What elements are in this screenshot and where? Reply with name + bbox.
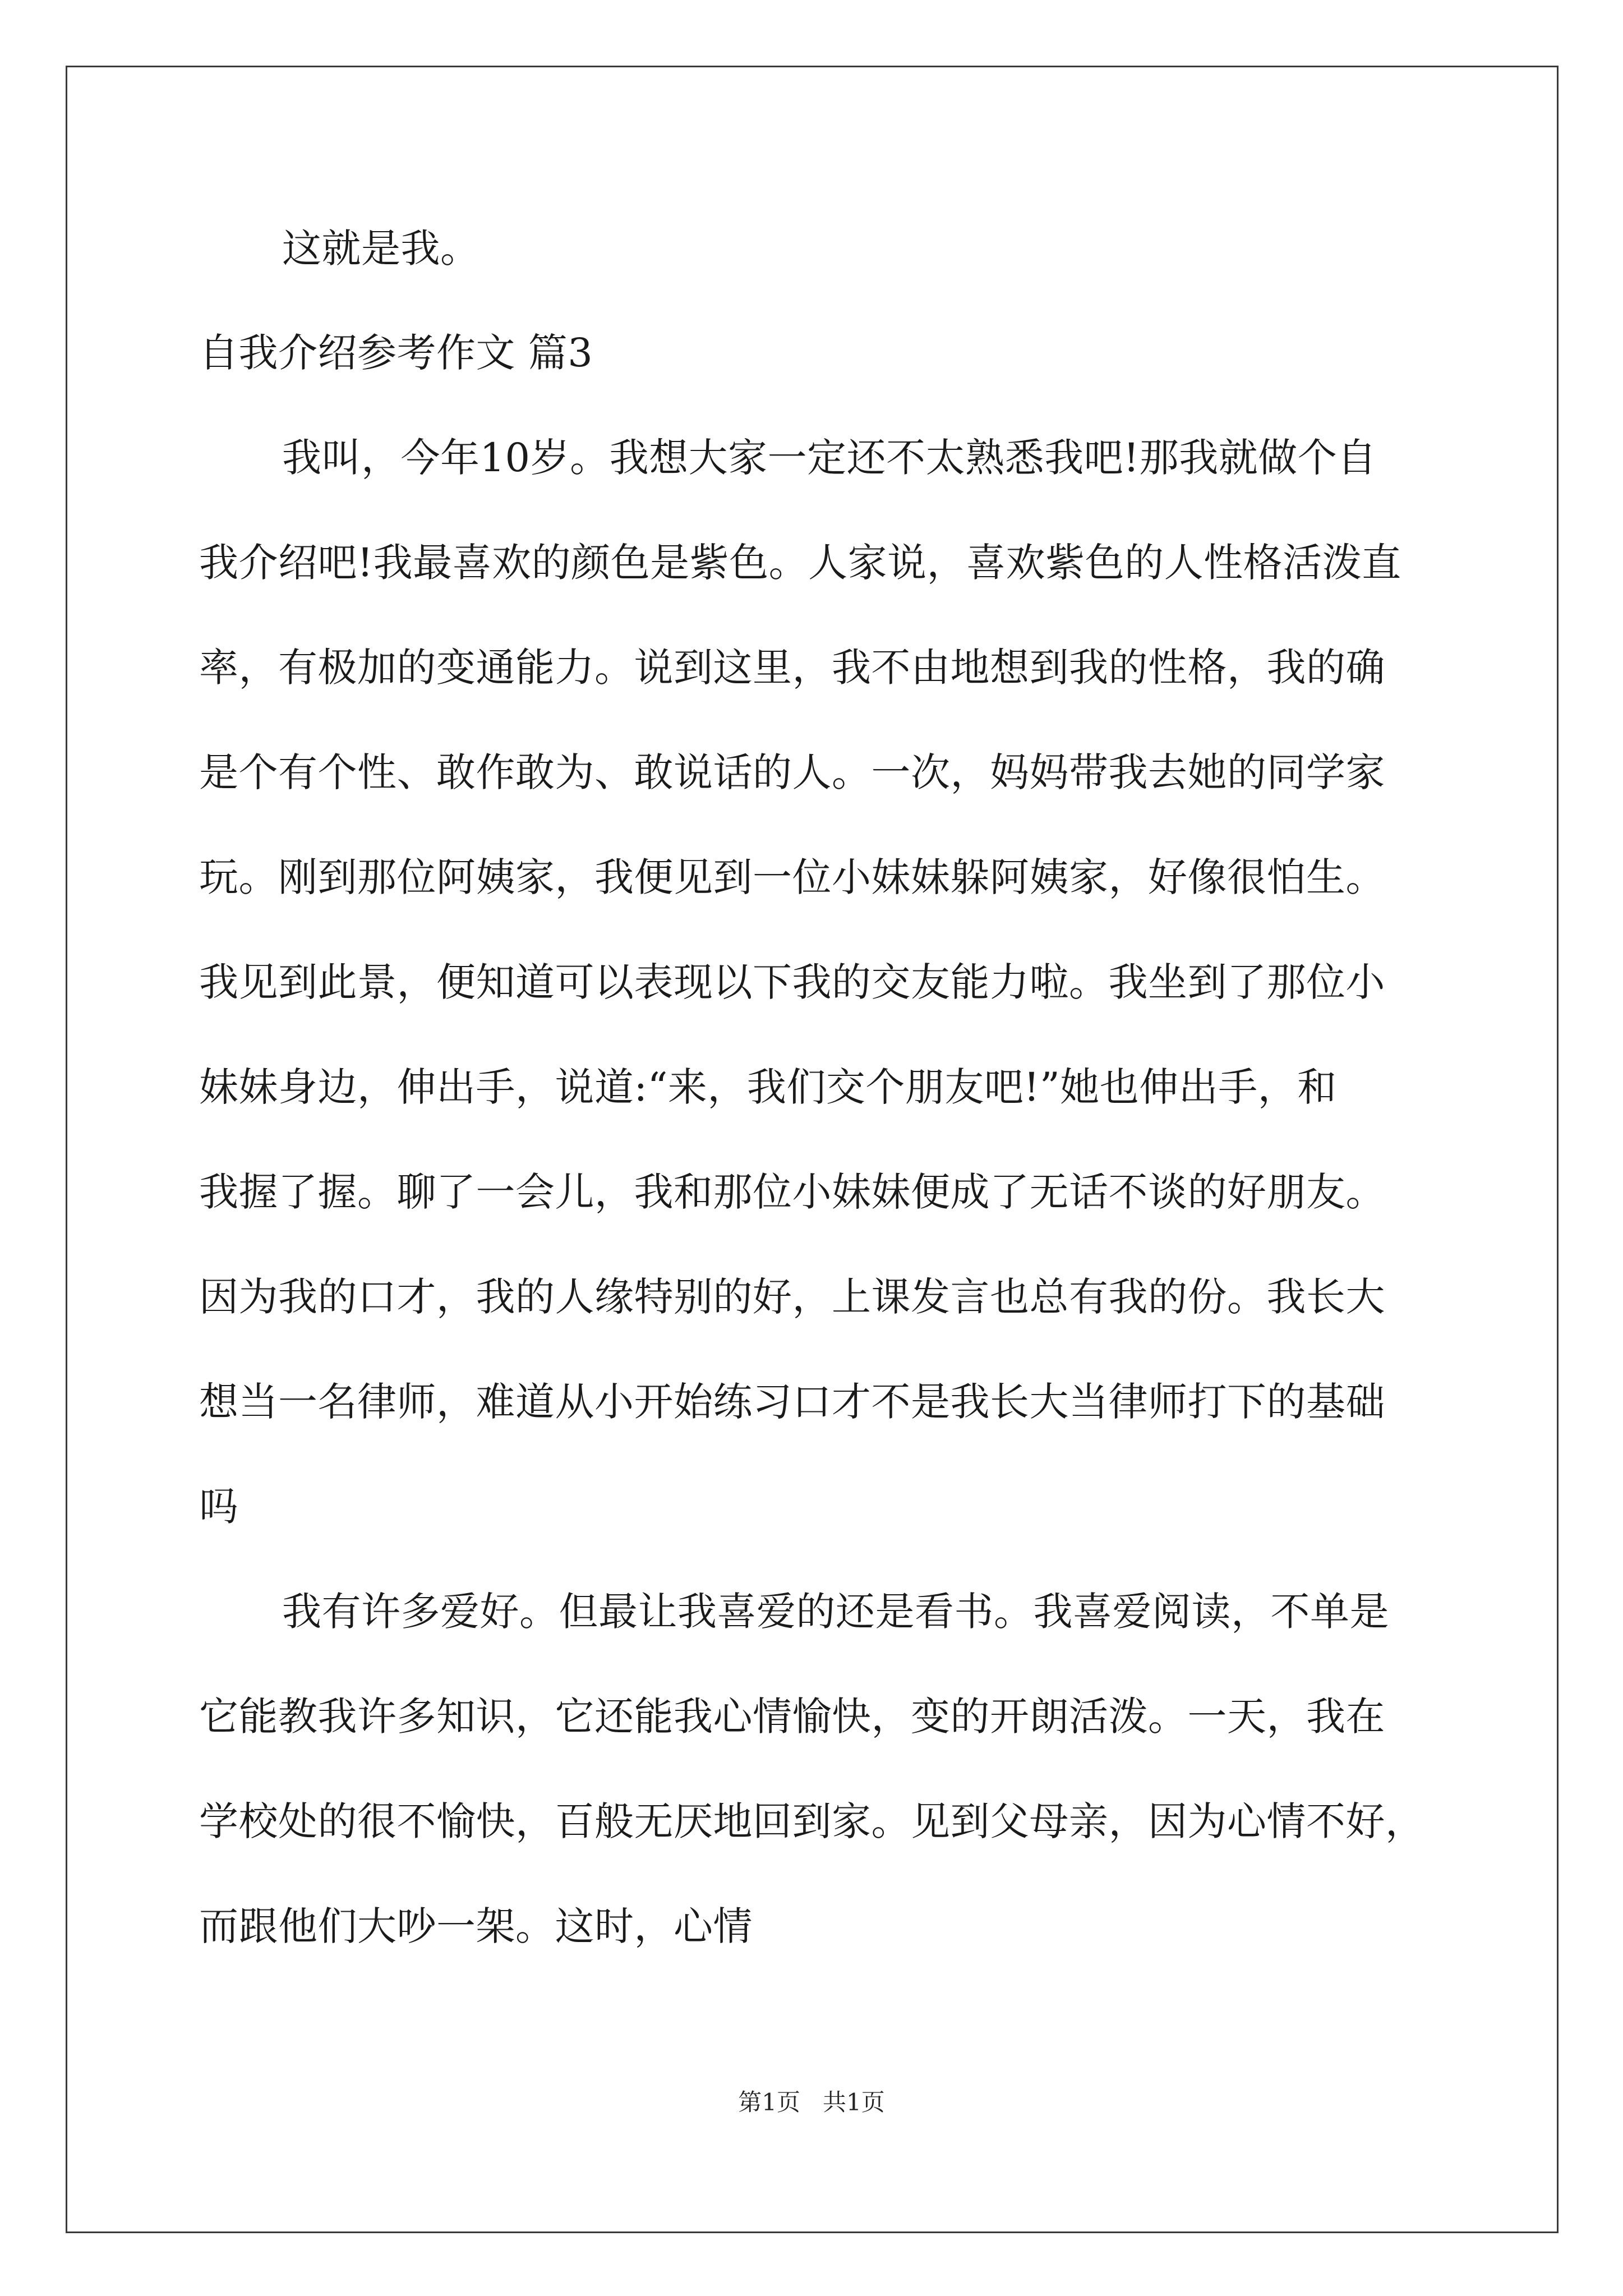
paragraph1-line: 我握了握。聊了一会儿，我和那位小妹妹便成了无话不谈的好朋友。: [199, 1169, 1385, 1215]
paragraph1-line: 我见到此景，便知道可以表现以下我的交友能力啦。我坐到了那位小: [199, 959, 1385, 1005]
page-number-current: 第1页: [738, 2088, 800, 2116]
intro-line: 这就是我。: [282, 226, 480, 272]
paragraph1-line: 想当一名律师，难道从小开始练习口才不是我长大当律师打下的基础: [199, 1379, 1385, 1425]
paragraph2-line: 它能教我许多知识，它还能我心情愉快，变的开朗活泼。一天，我在: [199, 1694, 1385, 1740]
paragraph1-line: 率，有极加的变通能力。说到这里，我不由地想到我的性格，我的确: [199, 645, 1385, 691]
paragraph2-line: 而跟他们大吵一架。这时，心情: [199, 1903, 753, 1949]
paragraph1-line: 妹妹身边，伸出手，说道:“来，我们交个朋友吧!”她也伸出手，和: [199, 1064, 1337, 1110]
paragraph1-line: 因为我的口才，我的人缘特别的好，上课发言也总有我的份。我长大: [199, 1274, 1385, 1320]
section-heading: 自我介绍参考作文 篇3: [199, 330, 593, 376]
paragraph1-line: 吗: [199, 1484, 239, 1530]
paragraph2-line: 我有许多爱好。但最让我喜爱的还是看书。我喜爱阅读，不单是: [282, 1589, 1389, 1635]
page-footer: [0, 2087, 1623, 2118]
paragraph1-line: 我叫，今年10岁。我想大家一定还不太熟悉我吧!那我就做个自: [282, 435, 1377, 481]
page-number-total: 共1页: [823, 2088, 885, 2116]
paragraph2-line: 学校处的很不愉快，百般无厌地回到家。见到父母亲，因为心情不好，: [199, 1798, 1425, 1844]
paragraph1-line: 是个有个性、敢作敢为、敢说话的人。一次，妈妈带我去她的同学家: [199, 749, 1385, 795]
paragraph1-line: 我介绍吧!我最喜欢的颜色是紫色。人家说，喜欢紫色的人性格活泼直: [199, 540, 1401, 586]
paragraph1-line: 玩。刚到那位阿姨家，我便见到一位小妹妹躲阿姨家，好像很怕生。: [199, 854, 1385, 900]
